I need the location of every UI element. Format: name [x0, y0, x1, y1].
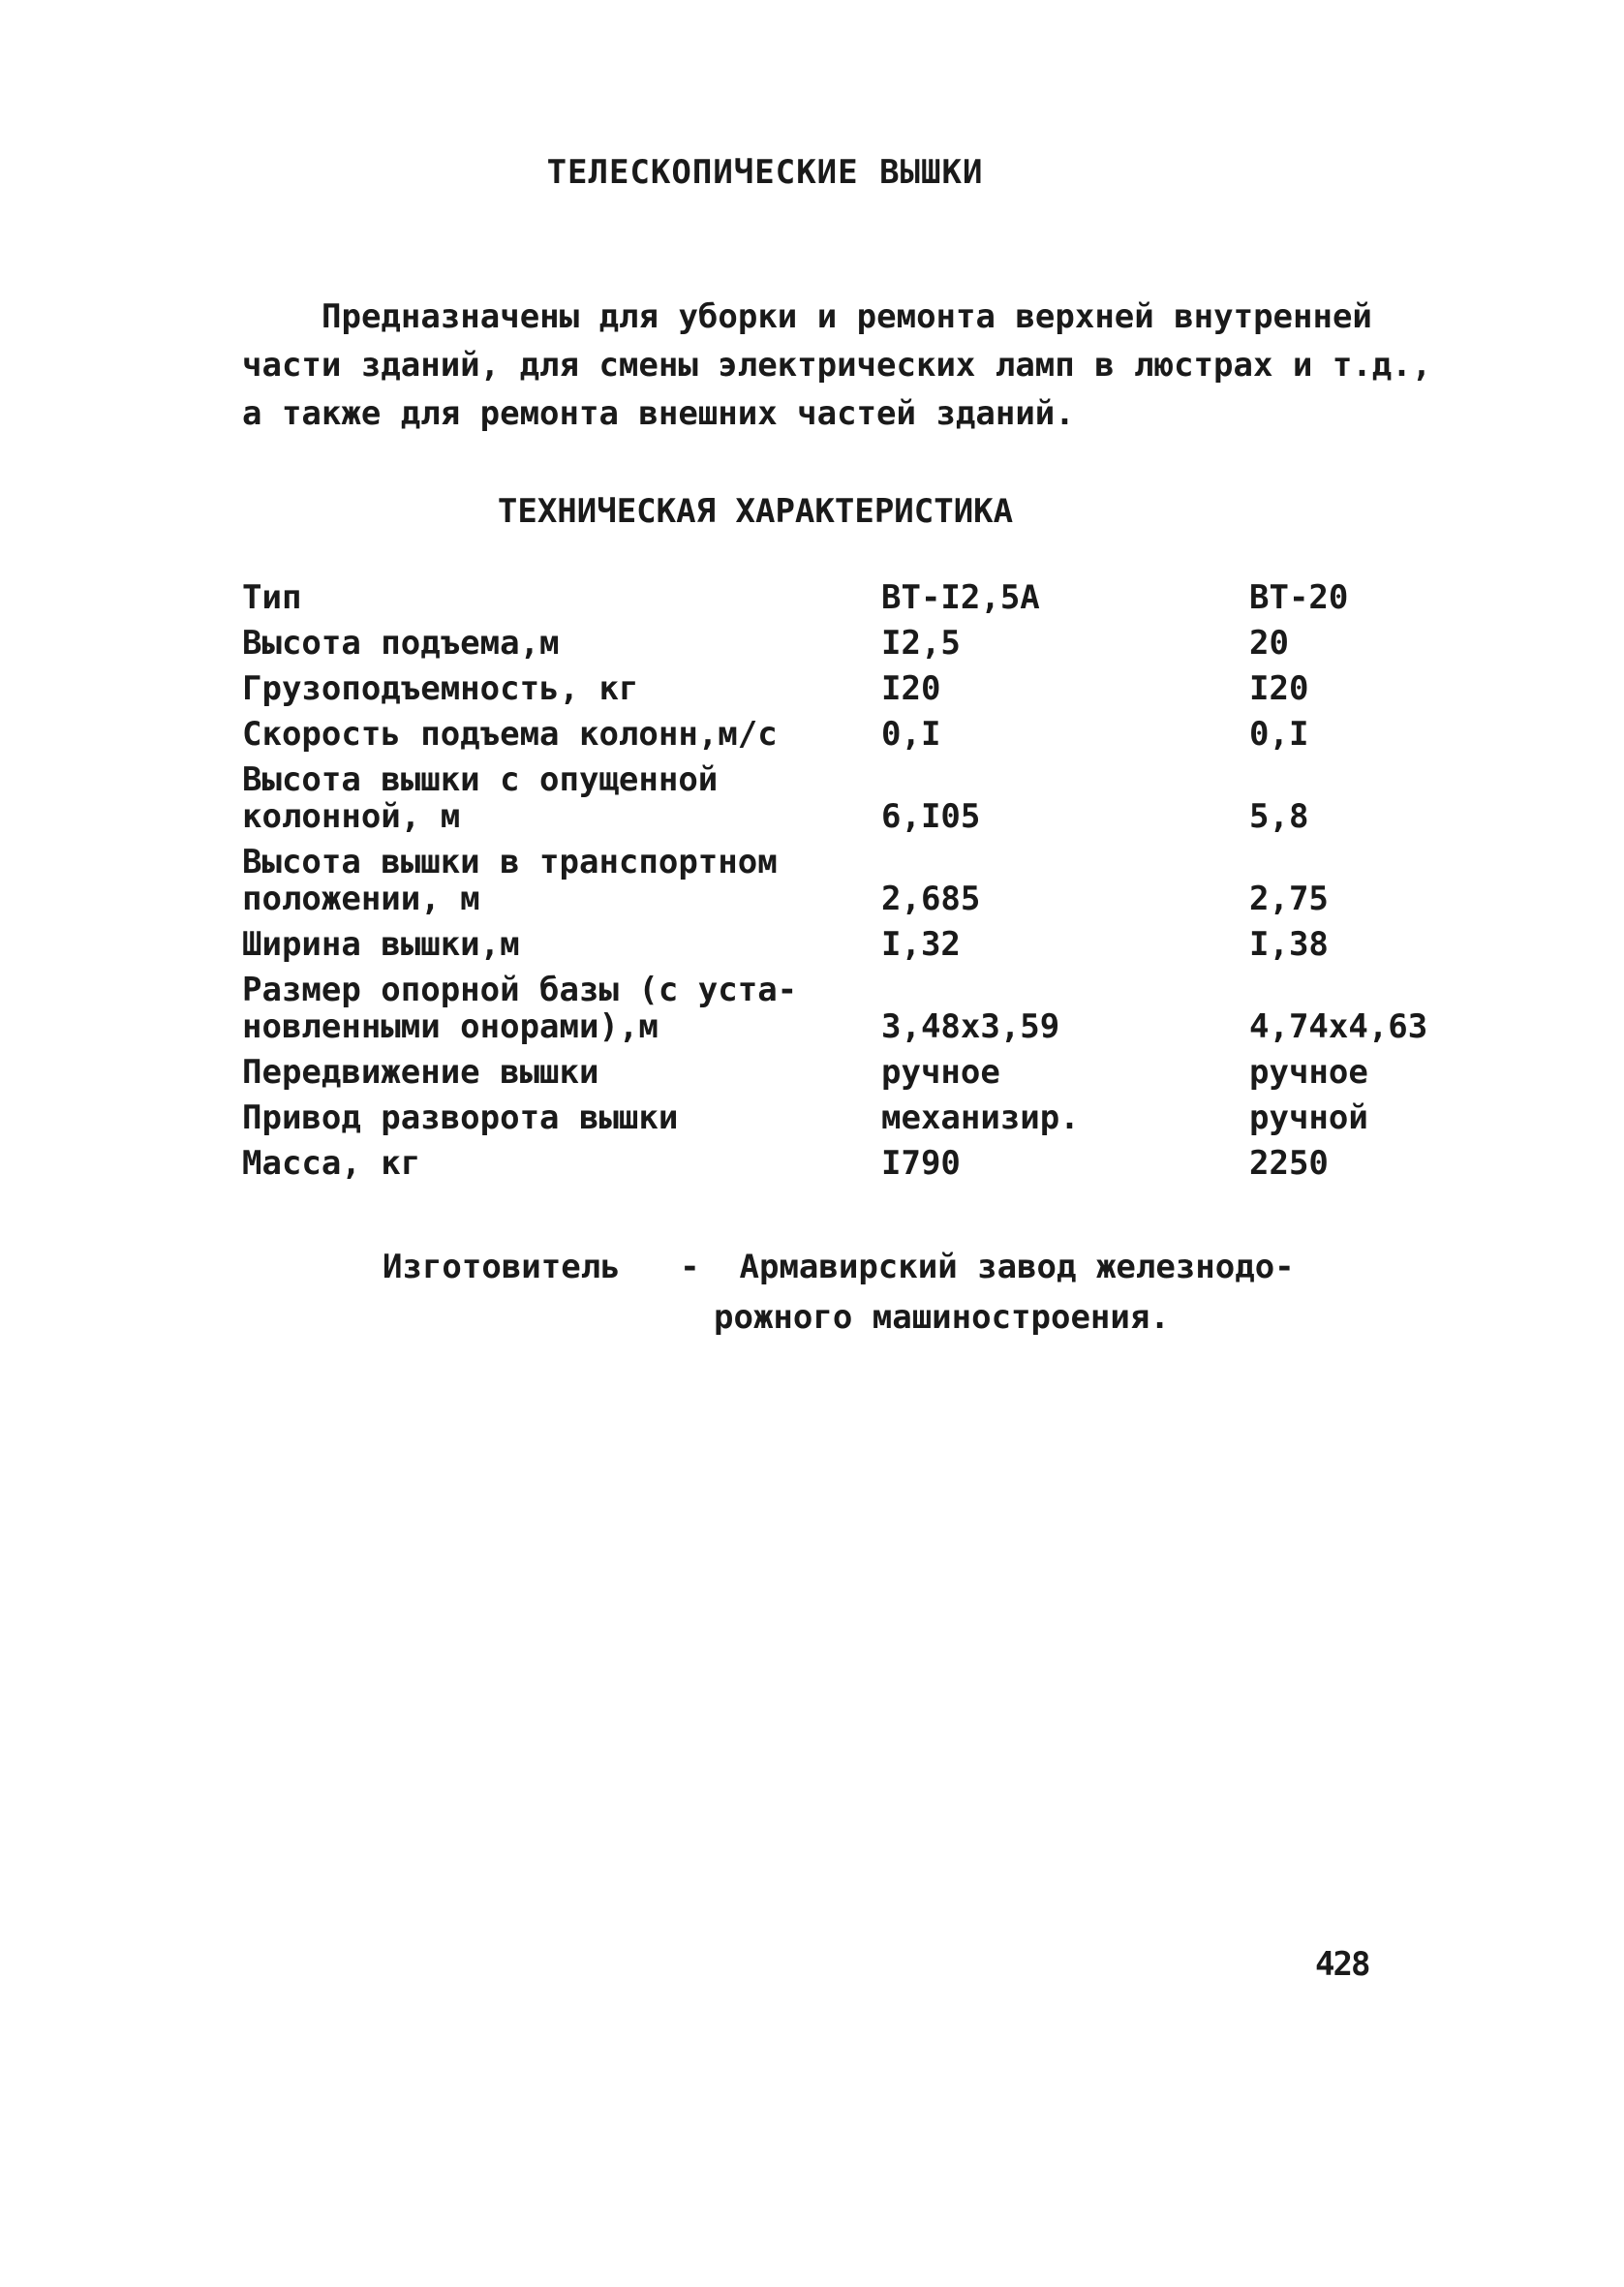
spec-label: Масса, кг: [242, 1144, 421, 1183]
spec-label: Ширина вышки,м: [242, 925, 520, 964]
spec-table: [242, 579, 1443, 1190]
manufacturer-block: [383, 1242, 1295, 1343]
spec-value-bt20: 20: [1249, 624, 1289, 663]
spec-value-bt125a: I20: [881, 669, 941, 708]
spec-value-bt20: I20: [1249, 669, 1309, 708]
spec-row-capacity: [242, 670, 1443, 707]
spec-label: Скорость подъема колонн,м/с: [242, 715, 778, 754]
spec-value-bt125a: 2,685: [881, 880, 981, 918]
page-number: 428: [1315, 1945, 1369, 1984]
manufacturer-name-2: рожного машиностроения.: [714, 1298, 1170, 1337]
spec-value-bt125a: ручное: [881, 1053, 1000, 1092]
spec-value-bt20: ВТ-20: [1249, 578, 1349, 617]
spec-value-bt125a: I,32: [881, 925, 961, 964]
spec-value-bt125a: I2,5: [881, 624, 961, 663]
intro-paragraph: [242, 293, 1520, 438]
spec-value-bt125a: I790: [881, 1144, 961, 1183]
spec-label: Тип: [242, 578, 302, 617]
intro-line-2: части зданий, для смены электрических ламп в люстрах и т.д.,: [242, 346, 1432, 385]
spec-row-base-size: [242, 972, 1443, 1045]
spec-label: Высота подъема,м: [242, 624, 560, 663]
spec-value-bt125a: 3,48х3,59: [881, 1007, 1060, 1046]
spec-row-lift-speed: [242, 716, 1443, 753]
spec-value-bt20: ручной: [1249, 1098, 1368, 1137]
spec-row-width: [242, 926, 1443, 963]
spec-value-bt20: 5,8: [1249, 797, 1309, 836]
spec-value-bt125a: ВТ-I2,5А: [881, 578, 1040, 617]
spec-value-bt20: 2250: [1249, 1144, 1329, 1183]
spec-label: Грузоподъемность, кг: [242, 669, 639, 708]
spec-label: Привод разворота вышки: [242, 1098, 679, 1137]
manufacturer-name-1: Армавирский завод железнодо-: [739, 1248, 1295, 1286]
spec-value-bt20: 2,75: [1249, 880, 1329, 918]
document-title: ТЕЛЕСКОПИЧЕСКИЕ ВЫШКИ: [546, 153, 984, 192]
spec-value-bt20: 0,I: [1249, 715, 1309, 754]
spec-value-bt125a: механизир.: [881, 1098, 1080, 1137]
intro-line-1: Предназначены для уборки и ремонта верхней внутренней: [322, 297, 1372, 336]
spec-label: Высота вышки с опущенной колонной, м: [242, 760, 719, 836]
spec-value-bt20: I,38: [1249, 925, 1329, 964]
spec-value-bt125a: 6,I05: [881, 797, 981, 836]
spec-row-mass: [242, 1145, 1443, 1182]
manufacturer-line-1: [383, 1242, 1295, 1292]
spec-row-type: [242, 579, 1443, 616]
spec-label: Высота вышки в транспортном положении, м: [242, 843, 778, 918]
spec-value-bt125a: 0,I: [881, 715, 941, 754]
spec-label: Размер опорной базы (с уста- новленными онорами),м: [242, 971, 798, 1046]
manufacturer-dash: -: [680, 1248, 700, 1286]
spec-heading: ТЕХНИЧЕСКАЯ ХАРАКТЕРИСТИКА: [497, 492, 1014, 531]
spec-row-height-lowered: [242, 761, 1443, 835]
spec-row-movement: [242, 1054, 1443, 1091]
manufacturer-label: Изготовитель: [383, 1248, 621, 1286]
spec-row-rotation-drive: [242, 1099, 1443, 1136]
spec-value-bt20: ручное: [1249, 1053, 1368, 1092]
spec-label: Передвижение вышки: [242, 1053, 599, 1092]
spec-value-bt20: 4,74х4,63: [1249, 1007, 1428, 1046]
intro-line-3: а также для ремонта внешних частей зданий.: [242, 394, 1075, 433]
spec-row-lift-height: [242, 625, 1443, 662]
spec-row-height-transport: [242, 844, 1443, 917]
